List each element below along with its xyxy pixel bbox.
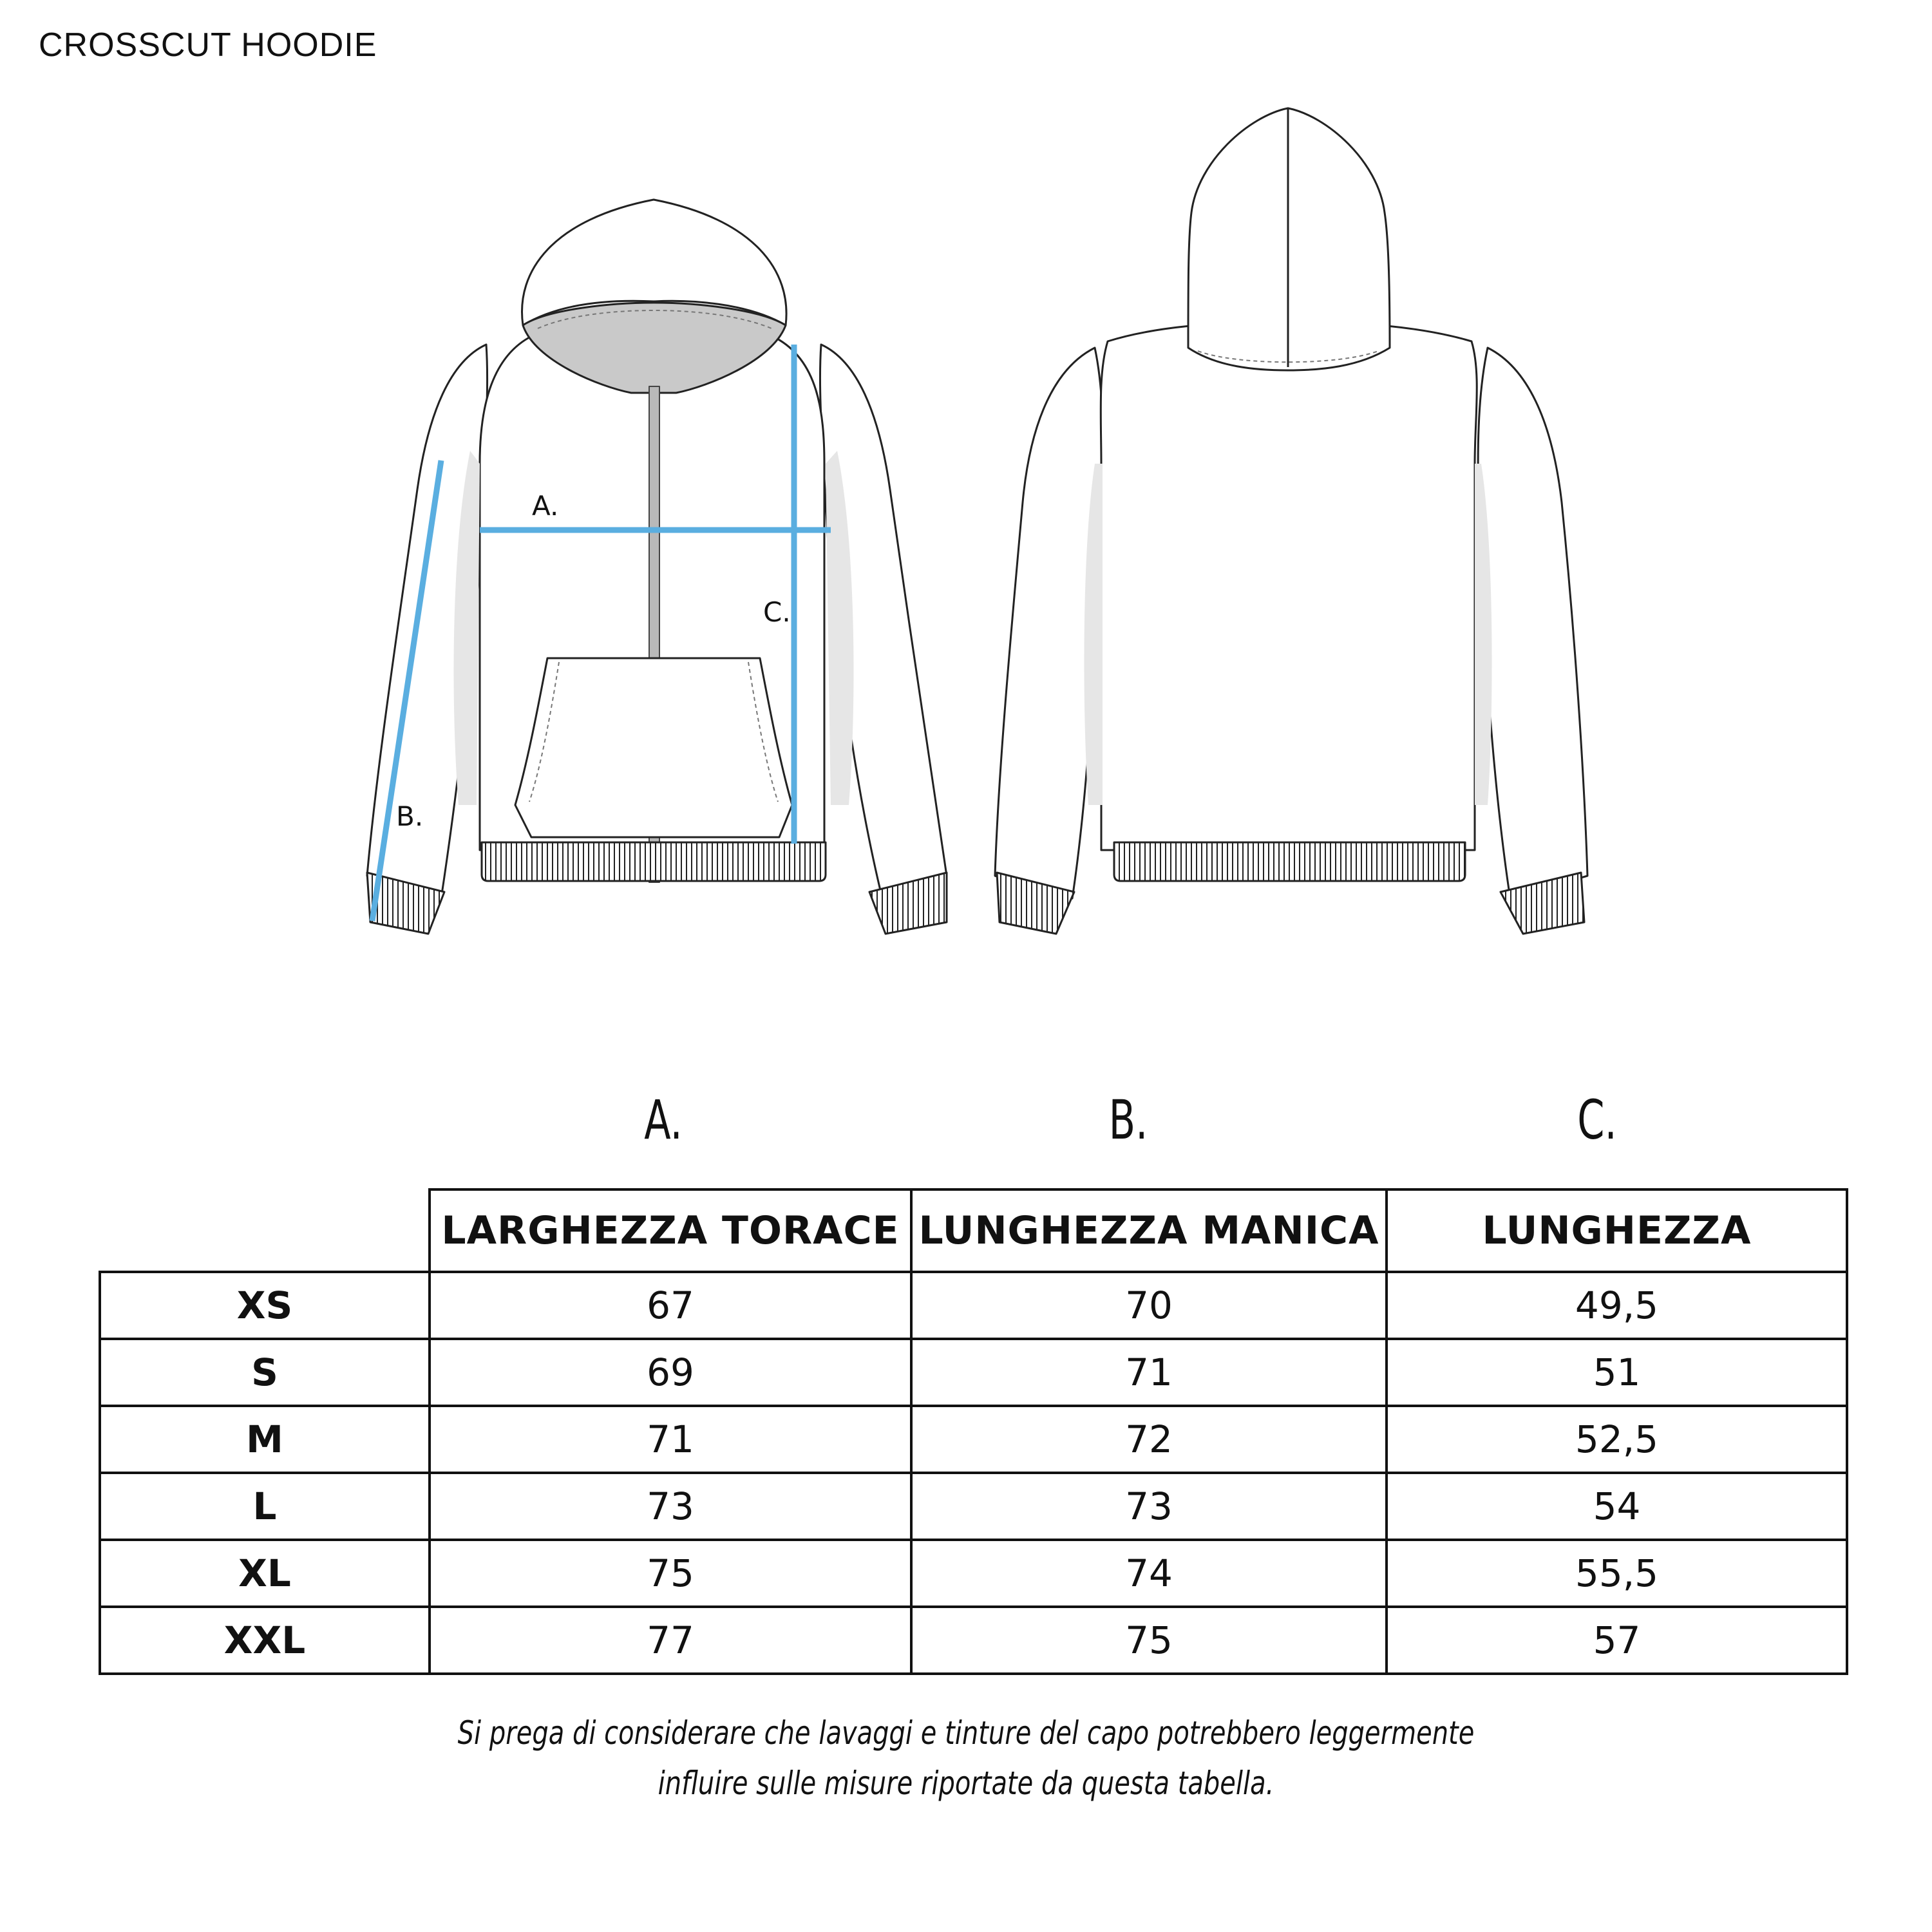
table-row [100,1540,1847,1607]
back-waistband [1114,842,1465,881]
front-view [367,200,947,934]
column-letter-a: A. [644,1088,683,1151]
value-cell: 75 [911,1607,1387,1674]
table-row [100,1406,1847,1473]
value-cell: 75 [430,1540,911,1607]
table-header-row [100,1189,1847,1272]
column-letter-c: C. [1577,1088,1617,1151]
value-cell: 71 [430,1406,911,1473]
page-title: CROSSCUT HOODIE [39,26,377,64]
value-cell: 77 [430,1607,911,1674]
value-cell: 51 [1387,1339,1847,1406]
table-row [100,1607,1847,1674]
size-cell: XXL [100,1607,430,1674]
table-row [100,1339,1847,1406]
value-cell: 74 [911,1540,1387,1607]
table-header-blank [100,1189,430,1272]
value-cell: 52,5 [1387,1406,1847,1473]
value-cell: 73 [911,1473,1387,1540]
size-cell: XS [100,1272,430,1339]
size-cell: XL [100,1540,430,1607]
value-cell: 55,5 [1387,1540,1847,1607]
label-c: C. [763,596,791,628]
value-cell: 67 [430,1272,911,1339]
value-cell: 57 [1387,1607,1847,1674]
table-row [100,1272,1847,1339]
value-cell: 49,5 [1387,1272,1847,1339]
table-header-length: LUNGHEZZA [1387,1189,1847,1272]
value-cell: 72 [911,1406,1387,1473]
column-letter-b: B. [1108,1088,1148,1151]
disclaimer-line-2: influire sulle misure riportate da questa tabella. [658,1765,1274,1802]
front-waistband [482,842,826,881]
disclaimer-line-1: Si prega di considerare che lavaggi e tinture del capo potrebbero leggermente [457,1714,1475,1752]
value-cell: 73 [430,1473,911,1540]
table-row [100,1473,1847,1540]
size-chart-table [99,1188,1848,1675]
table-header-chest-width: LARGHEZZA TORACE [430,1189,911,1272]
value-cell: 54 [1387,1473,1847,1540]
value-cell: 71 [911,1339,1387,1406]
size-cell: S [100,1339,430,1406]
size-cell: M [100,1406,430,1473]
back-view [995,108,1587,934]
table-header-sleeve-length: LUNGHEZZA MANICA [911,1189,1387,1272]
label-b: B. [396,800,424,832]
back-body [1101,322,1477,850]
back-right-sleeve [1478,348,1587,898]
size-cell: L [100,1473,430,1540]
value-cell: 69 [430,1339,911,1406]
label-a: A. [532,490,559,522]
value-cell: 70 [911,1272,1387,1339]
kangaroo-pocket [515,658,792,837]
